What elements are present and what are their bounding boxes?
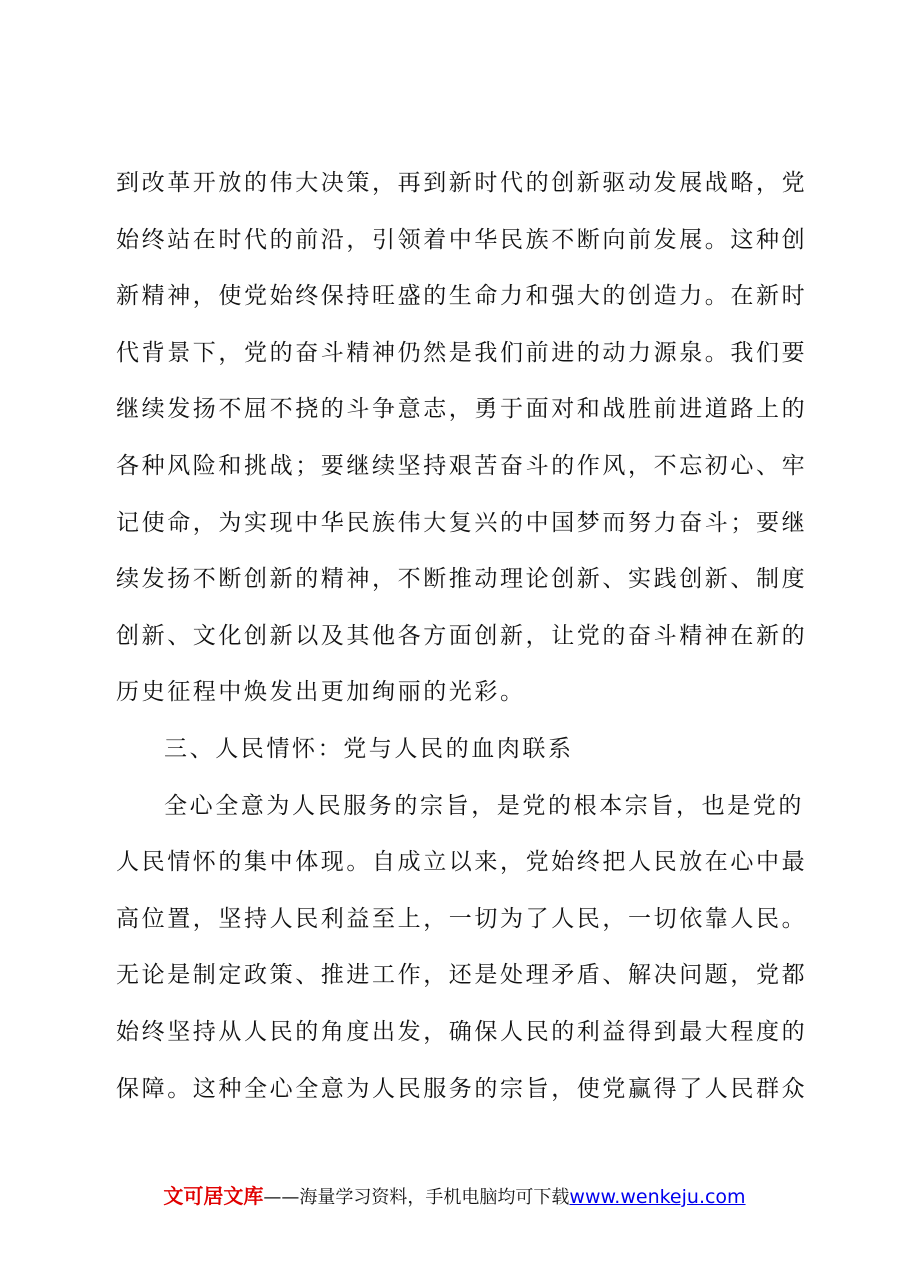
document-body [116, 163, 806, 1125]
text-line: 人民情怀的集中体现。自成立以来，党始终把人民放在心中最 [116, 849, 808, 876]
text-line: 高位置，坚持人民利益至上，一切为了人民，一切依靠人民。 [116, 905, 808, 932]
text-line: 始终站在时代的前沿，引领着中华民族不断向前发展。这种创 [116, 226, 808, 253]
text-line: 记使命，为实现中华民族伟大复兴的中国梦而努力奋斗；要继 [116, 509, 808, 536]
section-heading: 三、人民情怀：党与人民的血肉联系 [164, 735, 574, 762]
text-line: 历史征程中焕发出更加绚丽的光彩。 [116, 679, 526, 706]
text-line: 续发扬不断创新的精神，不断推动理论创新、实践创新、制度 [116, 566, 808, 593]
footer-brand: 文可居文库 [163, 1184, 264, 1208]
text-line: 新精神，使党始终保持旺盛的生命力和强大的创造力。在新时 [116, 283, 808, 310]
footer-banner [0, 1180, 909, 1209]
text-line: 创新、文化创新以及其他各方面创新，让党的奋斗精神在新的 [116, 622, 808, 649]
paragraph-first-line: 全心全意为人民服务的宗旨，是党的根本宗旨，也是党的 [164, 792, 804, 819]
text-line: 保障。这种全心全意为人民服务的宗旨，使党赢得了人民群众 [116, 1075, 808, 1102]
text-line: 无论是制定政策、推进工作，还是处理矛盾、解决问题，党都 [116, 962, 808, 989]
text-line: 继续发扬不屈不挠的斗争意志，勇于面对和战胜前进道路上的 [116, 396, 808, 423]
text-line: 始终坚持从人民的角度出发，确保人民的利益得到最大程度的 [116, 1018, 808, 1045]
footer-tagline: ——海量学习资料，手机电脑均可下载 [263, 1187, 570, 1208]
footer-site-link[interactable]: www.wenkeju.com [569, 1186, 746, 1208]
text-line: 各种风险和挑战；要继续坚持艰苦奋斗的作风，不忘初心、牢 [116, 452, 808, 479]
text-line: 代背景下，党的奋斗精神仍然是我们前进的动力源泉。我们要 [116, 339, 808, 366]
text-line: 到改革开放的伟大决策，再到新时代的创新驱动发展战略，党 [116, 170, 808, 196]
